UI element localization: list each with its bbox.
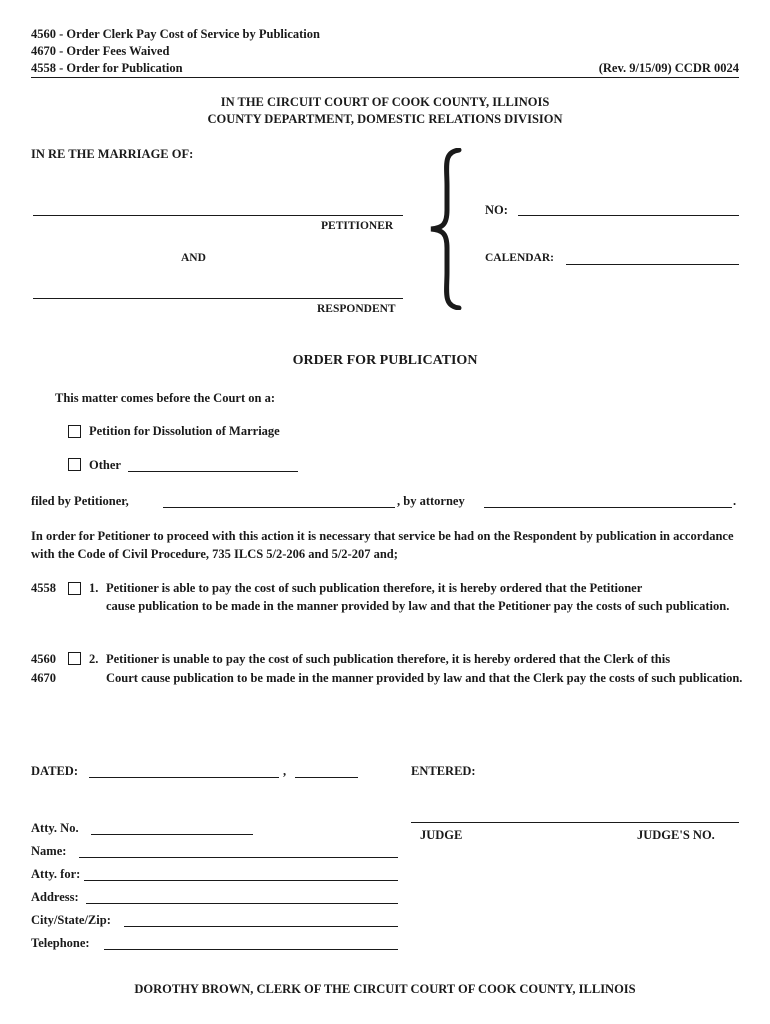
case-no-field[interactable] xyxy=(518,215,739,216)
respondent-name-field[interactable] xyxy=(33,298,403,299)
name-label: Name: xyxy=(31,844,67,858)
revision-label: (Rev. 9/15/09) CCDR 0024 xyxy=(598,61,739,75)
petition-dissolution-checkbox[interactable] xyxy=(68,425,81,438)
dated-field[interactable] xyxy=(89,777,279,778)
case-no-label: NO: xyxy=(485,203,508,217)
judge-label: JUDGE xyxy=(420,828,463,842)
dated-year-field[interactable] xyxy=(295,777,358,778)
other-field[interactable] xyxy=(128,471,298,472)
clerk-footer: DOROTHY BROWN, CLERK OF THE CIRCUIT COURT OF COOK COUNTY, ILLINOIS xyxy=(134,982,636,996)
dated-label: DATED: xyxy=(31,764,78,778)
atty-for-label: Atty. for: xyxy=(31,867,81,881)
telephone-label: Telephone: xyxy=(31,936,90,950)
order-1-first-line: Petitioner is able to pay the cost of such publication therefore, it is hereby ordered that the Petitioner xyxy=(106,581,643,595)
petitioner-name-field[interactable] xyxy=(33,215,403,216)
order-1-number: 1. xyxy=(89,581,99,595)
order-1-code: 4558 xyxy=(31,581,56,595)
other-checkbox[interactable] xyxy=(68,458,81,471)
order-2-first-line: Petitioner is unable to pay the cost of such publication therefore, it is hereby ordered that the Clerk of this xyxy=(106,652,671,666)
court-heading-2: COUNTY DEPARTMENT, DOMESTIC RELATIONS DIVISION xyxy=(207,112,563,126)
respondent-label: RESPONDENT xyxy=(317,303,396,315)
header-rule xyxy=(31,77,739,78)
entered-label: ENTERED: xyxy=(411,764,476,778)
filed-by-petitioner-label: filed by Petitioner, xyxy=(31,494,129,508)
form-code-4670: 4670 - Order Fees Waived xyxy=(31,44,170,58)
form-code-4558: 4558 - Order for Publication xyxy=(31,61,183,75)
court-heading-1: IN THE CIRCUIT COURT OF COOK COUNTY, ILLINOIS xyxy=(220,95,550,109)
order-1-continuation: cause publication to be made in the manner provided by law and that the Petitioner pay the costs of such publication. xyxy=(106,599,730,613)
order-2-code-4670: 4670 xyxy=(31,671,56,685)
petitioner-filed-field[interactable] xyxy=(163,507,395,508)
other-label: Other xyxy=(89,458,121,472)
by-attorney-label: , by attorney xyxy=(397,494,465,508)
dated-comma: , xyxy=(283,764,287,778)
address-label: Address: xyxy=(31,890,79,904)
caption-brace-icon xyxy=(423,148,473,310)
order-1-checkbox[interactable] xyxy=(68,582,81,595)
service-paragraph: In order for Petitioner to proceed with this action it is necessary that service be had on the Respondent by publication in accordance with the Code of Civil Procedure, 735 ILCS 5/2-206 and 5/2-207 and; xyxy=(31,529,734,561)
judge-no-label: JUDGE'S NO. xyxy=(637,828,715,842)
in-re-marriage-label: IN RE THE MARRIAGE OF: xyxy=(31,147,194,161)
petitioner-label: PETITIONER xyxy=(321,220,394,232)
address-field[interactable] xyxy=(86,903,398,904)
calendar-label: CALENDAR: xyxy=(485,252,554,264)
order-2-continuation: Court cause publication to be made in the manner provided by law and that the Clerk pay the costs of such publication. xyxy=(106,671,743,685)
atty-no-label: Atty. No. xyxy=(31,821,79,835)
atty-no-field[interactable] xyxy=(91,834,253,835)
petition-dissolution-label: Petition for Dissolution of Marriage xyxy=(89,424,280,438)
city-state-zip-label: City/State/Zip: xyxy=(31,913,111,927)
filed-period: . xyxy=(733,494,737,508)
order-title: ORDER FOR PUBLICATION xyxy=(292,353,478,368)
intro-text: This matter comes before the Court on a: xyxy=(55,391,275,405)
order-2-checkbox[interactable] xyxy=(68,652,81,665)
judge-signature-line[interactable] xyxy=(411,822,739,823)
city-state-zip-field[interactable] xyxy=(124,926,398,927)
and-label: AND xyxy=(181,252,206,264)
order-2-number: 2. xyxy=(89,652,99,666)
telephone-field[interactable] xyxy=(104,949,398,950)
atty-for-field[interactable] xyxy=(84,880,398,881)
attorney-field[interactable] xyxy=(484,507,732,508)
order-2-code-4560: 4560 xyxy=(31,652,56,666)
name-field[interactable] xyxy=(79,857,398,858)
calendar-field[interactable] xyxy=(566,264,739,265)
form-code-4560: 4560 - Order Clerk Pay Cost of Service by Publication xyxy=(31,27,320,41)
